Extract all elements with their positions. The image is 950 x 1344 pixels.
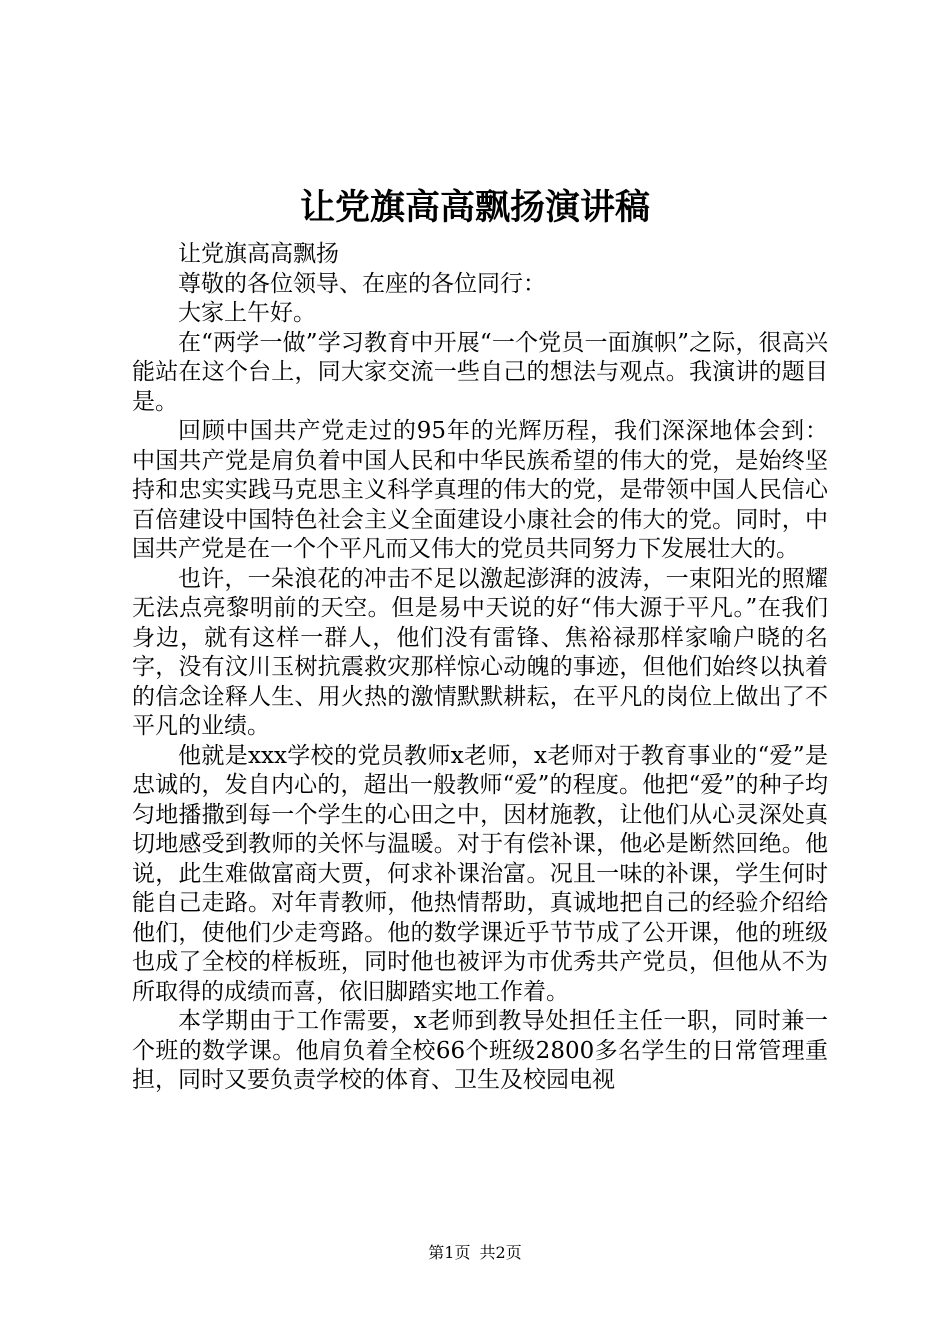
paragraph-ordinary: 也许，一朵浪花的冲击不足以激起澎湃的波涛，一束阳光的照耀无法点亮黎明前的天空。但是易中天说的好“伟大源于平凡。”在我们身边，就有这样一群人，他们没有雷锋、焦裕禄那样家喻户晓的名字，没有汶川玉树抗震救灾那样惊心动魄的事迹，但他们始终以执着的信念诠释人生、用火热的激情默默耕耘，在平凡的岗位上做出了不平凡的业绩。 [132, 565, 828, 739]
paragraph-intro: 在“两学一做”学习教育中开展“一个党员一面旗帜”之际，很高兴能站在这个台上，同大家交流一些自己的想法与观点。我演讲的题目是。 [132, 329, 828, 415]
document-body [132, 240, 828, 1096]
paragraph-salutation: 尊敬的各位领导、在座的各位同行： [178, 270, 546, 297]
paragraph-duties: 本学期由于工作需要，x老师到教导处担任主任一职，同时兼一个班的数学课。他肩负着全校66个班级2800多名学生的日常管理重担，同时又要负责学校的体育、卫生及校园电视 [132, 1008, 828, 1093]
page-number: 第1页 [428, 1243, 471, 1262]
paragraph-history: 回顾中国共产党走过的95年的光辉历程，我们深深地体会到：中国共产党是肩负着中国人民和中华民族希望的伟大的党，是始终坚持和忠实实践马克思主义科学真理的伟大的党，是带领中国人民信心百倍建设中国特色社会主义全面建设小康社会的伟大的党。同时，中国共产党是在一个个平凡而又伟大的党员共同努力下发展壮大的。 [132, 418, 828, 562]
paragraph-greeting: 大家上午好。 [178, 300, 316, 326]
paragraph-teacher: 他就是xxx学校的党员教师x老师，x老师对于教育事业的“爱”是忠诚的，发自内心的，超出一般教师“爱”的程度。他把“爱”的种子均匀地播撒到每一个学生的心田之中，因材施教，让他们从心灵深处真切地感受到教师的关怀与温暖。对于有偿补课，他必是断然回绝。他说，此生难做富商大贾，何求补课治富。况且一味的补课，学生何时能自己走路。对年青教师，他热情帮助，真诚地把自己的经验介绍给他们，使他们少走弯路。他的数学课近乎节节成了公开课，他的班级也成了全校的样板班，同时他也被评为市优秀共产党员，但他从不为所取得的成绩而喜，依旧脚踏实地工作着。 [132, 742, 828, 1005]
document-title: 让党旗高高飘扬演讲稿 [299, 187, 650, 228]
page-total: 共2页 [479, 1243, 522, 1262]
paragraph-subtitle: 让党旗高高飘扬 [178, 241, 339, 267]
page-footer [0, 1243, 950, 1263]
